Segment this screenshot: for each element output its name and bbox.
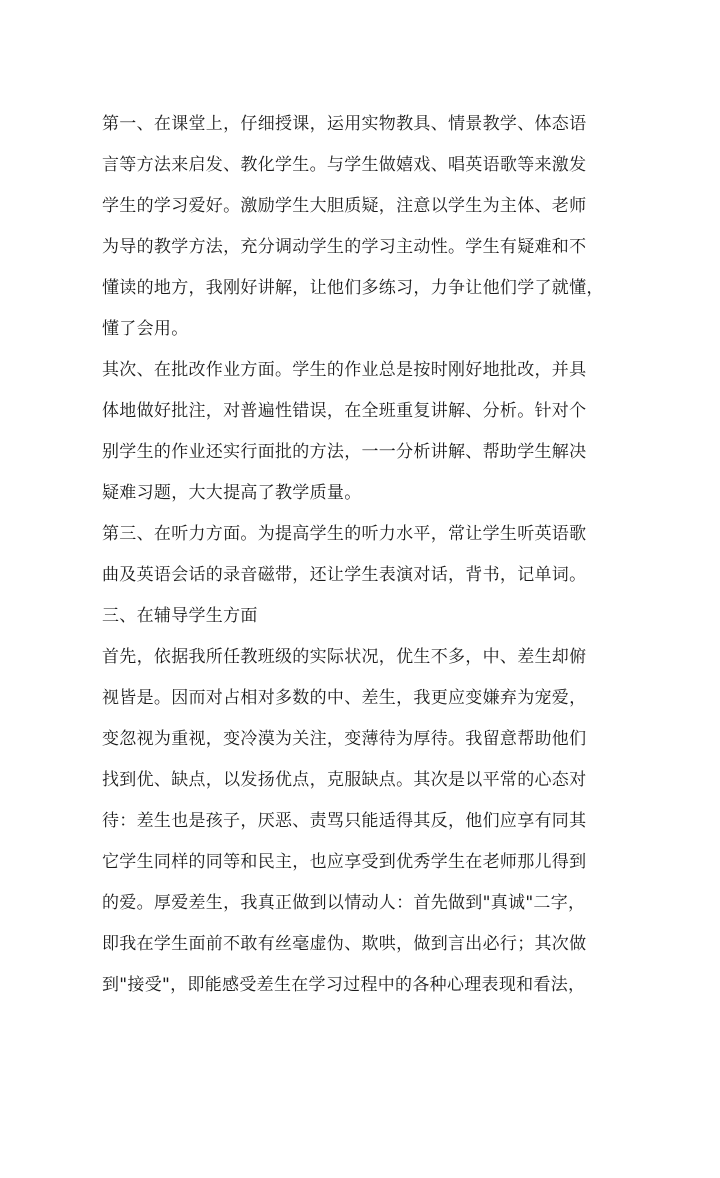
text-line: 即我在学生面前不敢有丝毫虚伪、欺哄，做到言出必行；其次做	[102, 934, 587, 954]
text-line: 言等方法来启发、教化学生。与学生做嬉戏、唱英语歌等来激发	[102, 155, 587, 175]
text-line: 第三、在听力方面。为提高学生的听力水平，常让学生听英语歌	[102, 524, 587, 544]
text-line: 懂了会用。	[102, 319, 189, 339]
text-line: 首先，依据我所任教班级的实际状况，优生不多，中、差生却俯	[102, 647, 587, 667]
text-line: 视皆是。因而对占相对多数的中、差生，我更应变嫌弃为宠爱，	[102, 688, 587, 708]
document-body	[102, 104, 632, 1006]
text-line: 曲及英语会话的录音磁带，还让学生表演对话，背书，记单词。	[102, 565, 587, 585]
text-line: 为导的教学方法，充分调动学生的学习主动性。学生有疑难和不	[102, 237, 587, 257]
text-line: 找到优、缺点，以发扬优点，克服缺点。其次是以平常的心态对	[102, 770, 587, 790]
text-line: 别学生的作业还实行面批的方法，一一分析讲解、帮助学生解决	[102, 442, 587, 462]
text-line: 待：差生也是孩子，厌恶、责骂只能适得其反，他们应享有同其	[102, 811, 587, 831]
text-line: 懂读的地方，我刚好讲解，让他们多练习，力争让他们学了就懂，	[102, 278, 604, 298]
text-line: 其次、在批改作业方面。学生的作业总是按时刚好地批改，并具	[102, 360, 587, 380]
section-heading: 三、在辅导学生方面	[102, 606, 258, 626]
text-line: 的爱。厚爱差生，我真正做到以情动人：首先做到"真诚"二字，	[102, 893, 586, 913]
text-line: 学生的学习爱好。激励学生大胆质疑，注意以学生为主体、老师	[102, 196, 587, 216]
text-line: 它学生同样的同等和民主，也应享受到优秀学生在老师那儿得到	[102, 852, 587, 872]
text-line: 疑难习题，大大提高了教学质量。	[102, 483, 362, 503]
text-line: 变忽视为重视，变冷漠为关注，变薄待为厚待。我留意帮助他们	[102, 729, 587, 749]
text-line: 到"接受"，即能感受差生在学习过程中的各种心理表现和看法，	[102, 975, 586, 995]
text-line: 第一、在课堂上，仔细授课，运用实物教具、情景教学、体态语	[102, 114, 587, 134]
text-line: 体地做好批注，对普遍性错误，在全班重复讲解、分析。针对个	[102, 401, 587, 421]
